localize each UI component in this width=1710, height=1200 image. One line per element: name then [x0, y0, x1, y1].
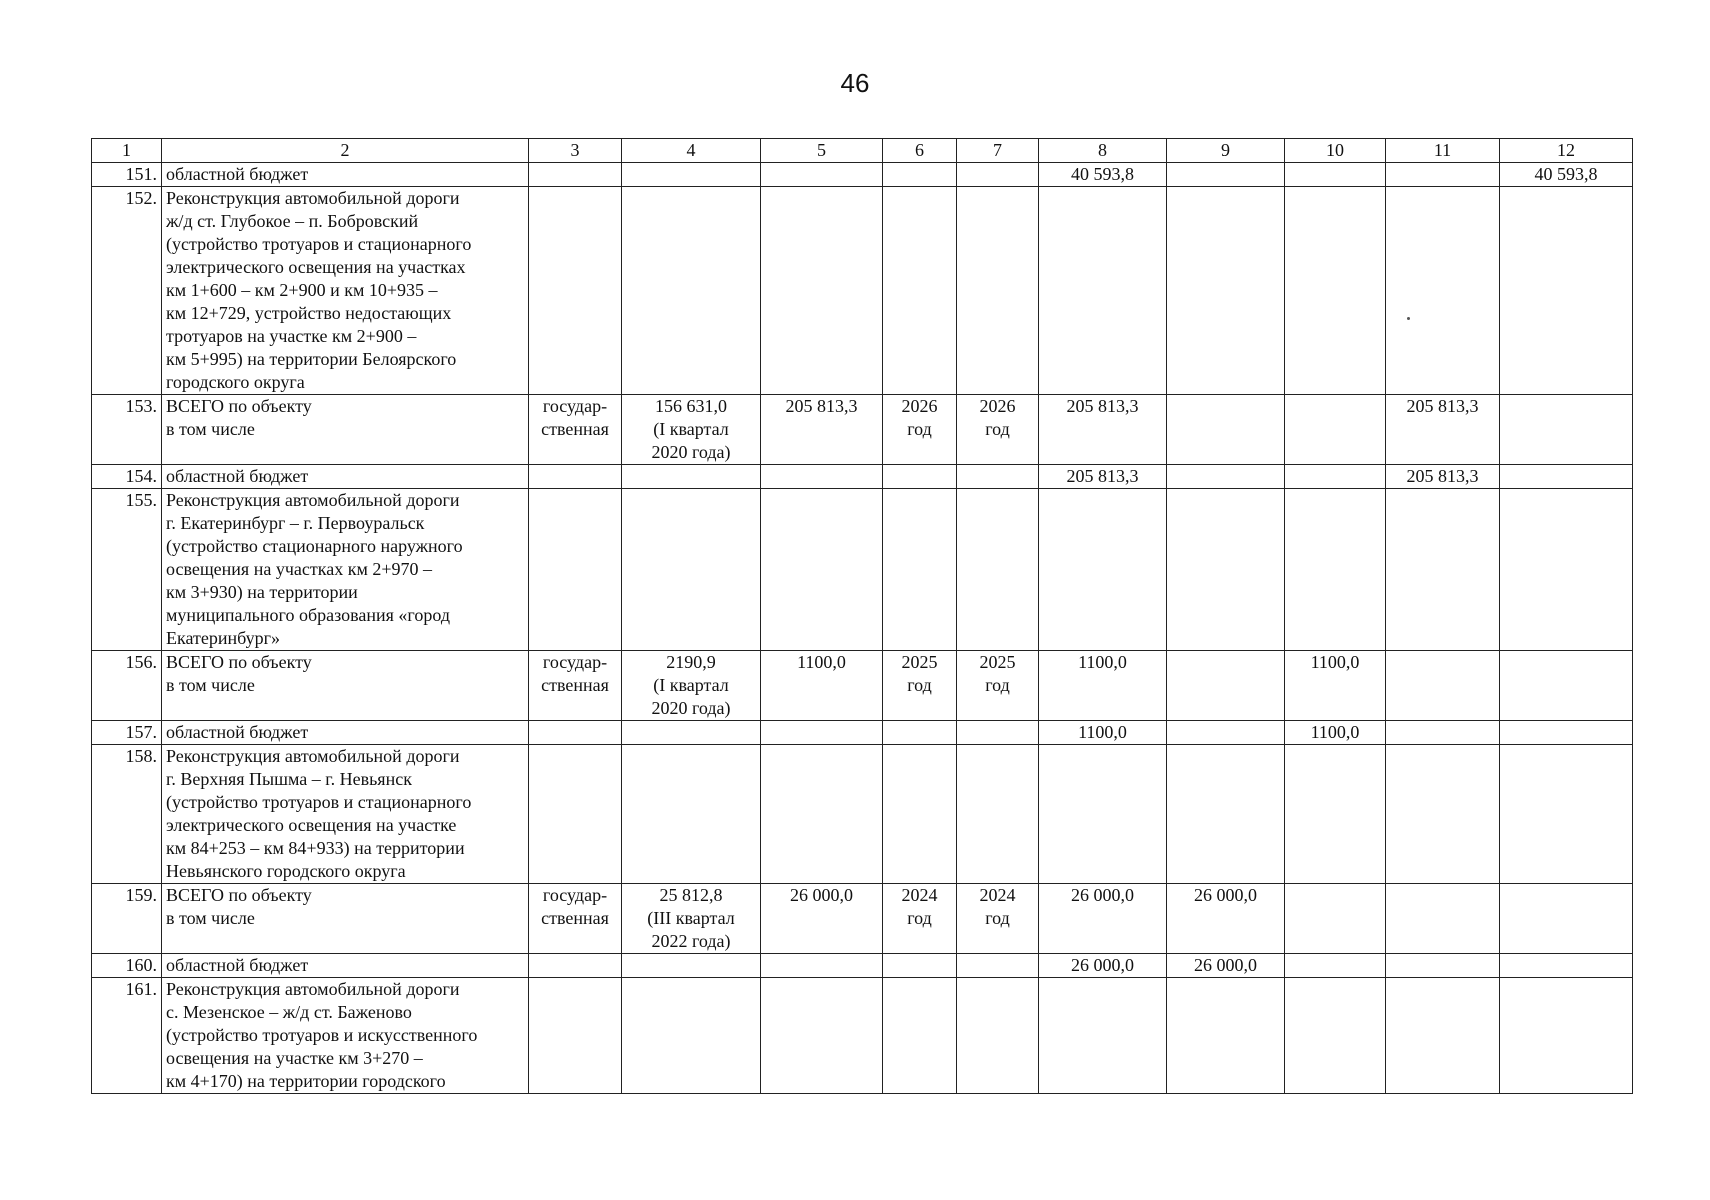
amount-col-11: [1386, 884, 1500, 954]
estimated-cost: [622, 884, 761, 954]
end-year-line: год: [985, 419, 1010, 439]
row-number: 153.: [92, 395, 162, 465]
header-col-10: 10: [1285, 139, 1386, 163]
amount-col-11: [1386, 978, 1500, 1094]
amount-col-11: 205 813,3: [1386, 465, 1500, 489]
amount-col-11: [1386, 745, 1500, 884]
estimated-cost-line: 25 812,8: [659, 885, 723, 905]
amount-col-12: 40 593,8: [1500, 163, 1633, 187]
start-year-line: год: [907, 675, 932, 695]
object-name-line: тротуаров на участке км 2+900 –: [166, 326, 417, 346]
object-name: [162, 187, 529, 395]
ownership-type: [529, 978, 622, 1094]
amount-col-11: [1386, 187, 1500, 395]
header-col-4: 4: [622, 139, 761, 163]
amount-col-8: 40 593,8: [1039, 163, 1167, 187]
object-name-line: км 84+253 – км 84+933) на территории: [166, 838, 465, 858]
amount-col-12: [1500, 395, 1633, 465]
ownership-type: [529, 954, 622, 978]
amount-col-8: 26 000,0: [1039, 884, 1167, 954]
amount-col-10: [1285, 489, 1386, 651]
start-year: [883, 721, 957, 745]
ownership-type: [529, 187, 622, 395]
object-name-line: (устройство тротуаров и искусственного: [166, 1025, 478, 1045]
total-cost: [761, 954, 883, 978]
table-row: [92, 745, 1633, 884]
end-year-line: год: [985, 675, 1010, 695]
amount-col-10: [1285, 954, 1386, 978]
page-number: 46: [840, 68, 870, 98]
start-year-line: 2026: [901, 396, 938, 416]
start-year: [883, 954, 957, 978]
estimated-cost: [622, 395, 761, 465]
amount-col-10: [1285, 978, 1386, 1094]
object-name-line: электрического освещения на участке: [166, 815, 457, 835]
object-name-line: ВСЕГО по объекту: [166, 885, 312, 905]
object-name-line: г. Екатеринбург – г. Первоуральск: [166, 513, 425, 533]
object-name-line: Реконструкция автомобильной дороги: [166, 490, 460, 510]
row-number: 152.: [92, 187, 162, 395]
end-year: [957, 465, 1039, 489]
ownership-type: [529, 489, 622, 651]
amount-col-9: [1167, 721, 1285, 745]
object-name-line: в том числе: [166, 419, 255, 439]
object-name-line: ВСЕГО по объекту: [166, 652, 312, 672]
ownership-type-line: государ-: [542, 396, 608, 416]
end-year: [957, 745, 1039, 884]
end-year-line: год: [985, 908, 1010, 928]
table-row: [92, 651, 1633, 721]
total-cost-line: 1100,0: [797, 652, 846, 672]
object-name-line: Екатеринбург»: [166, 628, 280, 648]
object-name-line: (устройство стационарного наружного: [166, 536, 463, 556]
object-name: [162, 721, 529, 745]
object-name: [162, 745, 529, 884]
ownership-type-line: государ-: [542, 885, 608, 905]
end-year: [957, 954, 1039, 978]
object-name-line: областной бюджет: [166, 955, 309, 975]
amount-col-10: [1285, 163, 1386, 187]
total-cost: [761, 465, 883, 489]
end-year: [957, 651, 1039, 721]
amount-col-8: 1100,0: [1039, 651, 1167, 721]
amount-col-8: [1039, 978, 1167, 1094]
end-year: [957, 163, 1039, 187]
object-name-line: км 1+600 – км 2+900 и км 10+935 –: [166, 280, 438, 300]
end-year-line: 2025: [979, 652, 1016, 672]
amount-col-9: 26 000,0: [1167, 954, 1285, 978]
amount-col-10: [1285, 745, 1386, 884]
row-number: 156.: [92, 651, 162, 721]
object-name-line: г. Верхняя Пышма – г. Невьянск: [166, 769, 412, 789]
object-name-line: ВСЕГО по объекту: [166, 396, 312, 416]
table-row: [92, 163, 1633, 187]
estimated-cost-line: (III квартал: [647, 908, 735, 928]
estimated-cost: [622, 163, 761, 187]
header-col-11: 11: [1386, 139, 1500, 163]
estimated-cost: [622, 489, 761, 651]
ownership-type: [529, 721, 622, 745]
ownership-type: [529, 465, 622, 489]
end-year: [957, 978, 1039, 1094]
row-number: 158.: [92, 745, 162, 884]
amount-col-9: [1167, 489, 1285, 651]
ownership-type: [529, 395, 622, 465]
table-header-row: [92, 139, 1633, 163]
object-name: [162, 465, 529, 489]
header-col-5: 5: [761, 139, 883, 163]
amount-col-10: [1285, 884, 1386, 954]
header-col-12: 12: [1500, 139, 1633, 163]
object-name: [162, 163, 529, 187]
end-year: [957, 884, 1039, 954]
amount-col-11: [1386, 489, 1500, 651]
total-cost: [761, 884, 883, 954]
object-name: [162, 489, 529, 651]
object-name-line: (устройство тротуаров и стационарного: [166, 792, 472, 812]
header-col-9: 9: [1167, 139, 1285, 163]
object-name-line: областной бюджет: [166, 722, 309, 742]
start-year: [883, 745, 957, 884]
start-year: [883, 651, 957, 721]
object-name: [162, 395, 529, 465]
object-name-line: муниципального образования «город: [166, 605, 450, 625]
header-col-3: 3: [529, 139, 622, 163]
total-cost: [761, 978, 883, 1094]
amount-col-12: [1500, 489, 1633, 651]
amount-col-10: [1285, 187, 1386, 395]
amount-col-9: 26 000,0: [1167, 884, 1285, 954]
object-name-line: освещения на участке км 3+270 –: [166, 1048, 423, 1068]
header-col-1: 1: [92, 139, 162, 163]
table-row: [92, 489, 1633, 651]
table-row: [92, 954, 1633, 978]
amount-col-8: 205 813,3: [1039, 395, 1167, 465]
row-number: 160.: [92, 954, 162, 978]
amount-col-11: [1386, 954, 1500, 978]
end-year: [957, 187, 1039, 395]
object-name-line: км 12+729, устройство недостающих: [166, 303, 452, 323]
end-year-line: 2024: [979, 885, 1016, 905]
header-col-8: 8: [1039, 139, 1167, 163]
header-col-7: 7: [957, 139, 1039, 163]
estimated-cost-line: 2020 года): [651, 442, 731, 462]
total-cost: [761, 187, 883, 395]
budget-table: [91, 138, 1633, 1094]
total-cost: [761, 745, 883, 884]
start-year: [883, 187, 957, 395]
amount-col-8: [1039, 745, 1167, 884]
ownership-type: [529, 163, 622, 187]
row-number: 154.: [92, 465, 162, 489]
ownership-type-line: государ-: [542, 652, 608, 672]
start-year: [883, 978, 957, 1094]
estimated-cost: [622, 954, 761, 978]
table-row: [92, 465, 1633, 489]
estimated-cost-line: (I квартал: [653, 675, 729, 695]
amount-col-9: [1167, 651, 1285, 721]
object-name-line: в том числе: [166, 908, 255, 928]
total-cost-line: 205 813,3: [785, 396, 858, 416]
amount-col-11: [1386, 721, 1500, 745]
ownership-type-line: ственная: [541, 419, 609, 439]
table-row: [92, 978, 1633, 1094]
row-number: 155.: [92, 489, 162, 651]
amount-col-9: [1167, 187, 1285, 395]
object-name-line: км 5+995) на территории Белоярского: [166, 349, 457, 369]
object-name-line: с. Мезенское – ж/д ст. Баженово: [166, 1002, 412, 1022]
object-name-line: Невьянского городского округа: [166, 861, 406, 881]
start-year-line: год: [907, 908, 932, 928]
object-name: [162, 954, 529, 978]
start-year: [883, 884, 957, 954]
estimated-cost-line: 2190,9: [666, 652, 716, 672]
object-name-line: (устройство тротуаров и стационарного: [166, 234, 472, 254]
estimated-cost: [622, 187, 761, 395]
amount-col-8: [1039, 489, 1167, 651]
scan-speck: [1407, 317, 1410, 320]
end-year: [957, 489, 1039, 651]
estimated-cost: [622, 978, 761, 1094]
object-name-line: освещения на участках км 2+970 –: [166, 559, 432, 579]
ownership-type: [529, 651, 622, 721]
amount-col-10: [1285, 395, 1386, 465]
amount-col-8: [1039, 187, 1167, 395]
amount-col-9: [1167, 163, 1285, 187]
amount-col-12: [1500, 884, 1633, 954]
amount-col-9: [1167, 465, 1285, 489]
amount-col-8: 205 813,3: [1039, 465, 1167, 489]
amount-col-12: [1500, 954, 1633, 978]
object-name-line: км 3+930) на территории: [166, 582, 358, 602]
start-year: [883, 489, 957, 651]
object-name-line: городского округа: [166, 372, 305, 392]
amount-col-12: [1500, 721, 1633, 745]
object-name-line: Реконструкция автомобильной дороги: [166, 746, 460, 766]
object-name-line: Реконструкция автомобильной дороги: [166, 979, 460, 999]
object-name-line: ж/д ст. Глубокое – п. Бобровский: [166, 211, 419, 231]
estimated-cost-line: 2022 года): [651, 931, 731, 951]
amount-col-8: 26 000,0: [1039, 954, 1167, 978]
total-cost: [761, 721, 883, 745]
object-name-line: Реконструкция автомобильной дороги: [166, 188, 460, 208]
object-name: [162, 651, 529, 721]
estimated-cost: [622, 651, 761, 721]
amount-col-10: 1100,0: [1285, 721, 1386, 745]
amount-col-11: 205 813,3: [1386, 395, 1500, 465]
amount-col-12: [1500, 745, 1633, 884]
object-name-line: в том числе: [166, 675, 255, 695]
amount-col-9: [1167, 395, 1285, 465]
amount-col-8: 1100,0: [1039, 721, 1167, 745]
start-year: [883, 163, 957, 187]
total-cost: [761, 395, 883, 465]
row-number: 161.: [92, 978, 162, 1094]
start-year-line: год: [907, 419, 932, 439]
estimated-cost: [622, 465, 761, 489]
header-col-6: 6: [883, 139, 957, 163]
table-row: [92, 884, 1633, 954]
amount-col-12: [1500, 465, 1633, 489]
object-name: [162, 978, 529, 1094]
start-year: [883, 395, 957, 465]
amount-col-12: [1500, 978, 1633, 1094]
object-name-line: км 4+170) на территории городского: [166, 1071, 446, 1091]
object-name: [162, 884, 529, 954]
table-row: [92, 395, 1633, 465]
start-year: [883, 465, 957, 489]
object-name-line: областной бюджет: [166, 164, 309, 184]
total-cost-line: 26 000,0: [790, 885, 853, 905]
row-number: 159.: [92, 884, 162, 954]
table-row: [92, 187, 1633, 395]
ownership-type-line: ственная: [541, 675, 609, 695]
estimated-cost: [622, 745, 761, 884]
start-year-line: 2024: [901, 885, 938, 905]
row-number: 157.: [92, 721, 162, 745]
estimated-cost-line: 156 631,0: [655, 396, 727, 416]
amount-col-11: [1386, 651, 1500, 721]
ownership-type: [529, 745, 622, 884]
estimated-cost-line: (I квартал: [653, 419, 729, 439]
amount-col-12: [1500, 187, 1633, 395]
amount-col-12: [1500, 651, 1633, 721]
ownership-type-line: ственная: [541, 908, 609, 928]
amount-col-9: [1167, 745, 1285, 884]
amount-col-11: [1386, 163, 1500, 187]
estimated-cost-line: 2020 года): [651, 698, 731, 718]
end-year-line: 2026: [979, 396, 1016, 416]
ownership-type: [529, 884, 622, 954]
estimated-cost: [622, 721, 761, 745]
total-cost: [761, 489, 883, 651]
start-year-line: 2025: [901, 652, 938, 672]
amount-col-10: 1100,0: [1285, 651, 1386, 721]
object-name-line: электрического освещения на участках: [166, 257, 466, 277]
end-year: [957, 721, 1039, 745]
table-row: [92, 721, 1633, 745]
object-name-line: областной бюджет: [166, 466, 309, 486]
end-year: [957, 395, 1039, 465]
total-cost: [761, 163, 883, 187]
amount-col-9: [1167, 978, 1285, 1094]
amount-col-10: [1285, 465, 1386, 489]
row-number: 151.: [92, 163, 162, 187]
header-col-2: 2: [162, 139, 529, 163]
total-cost: [761, 651, 883, 721]
